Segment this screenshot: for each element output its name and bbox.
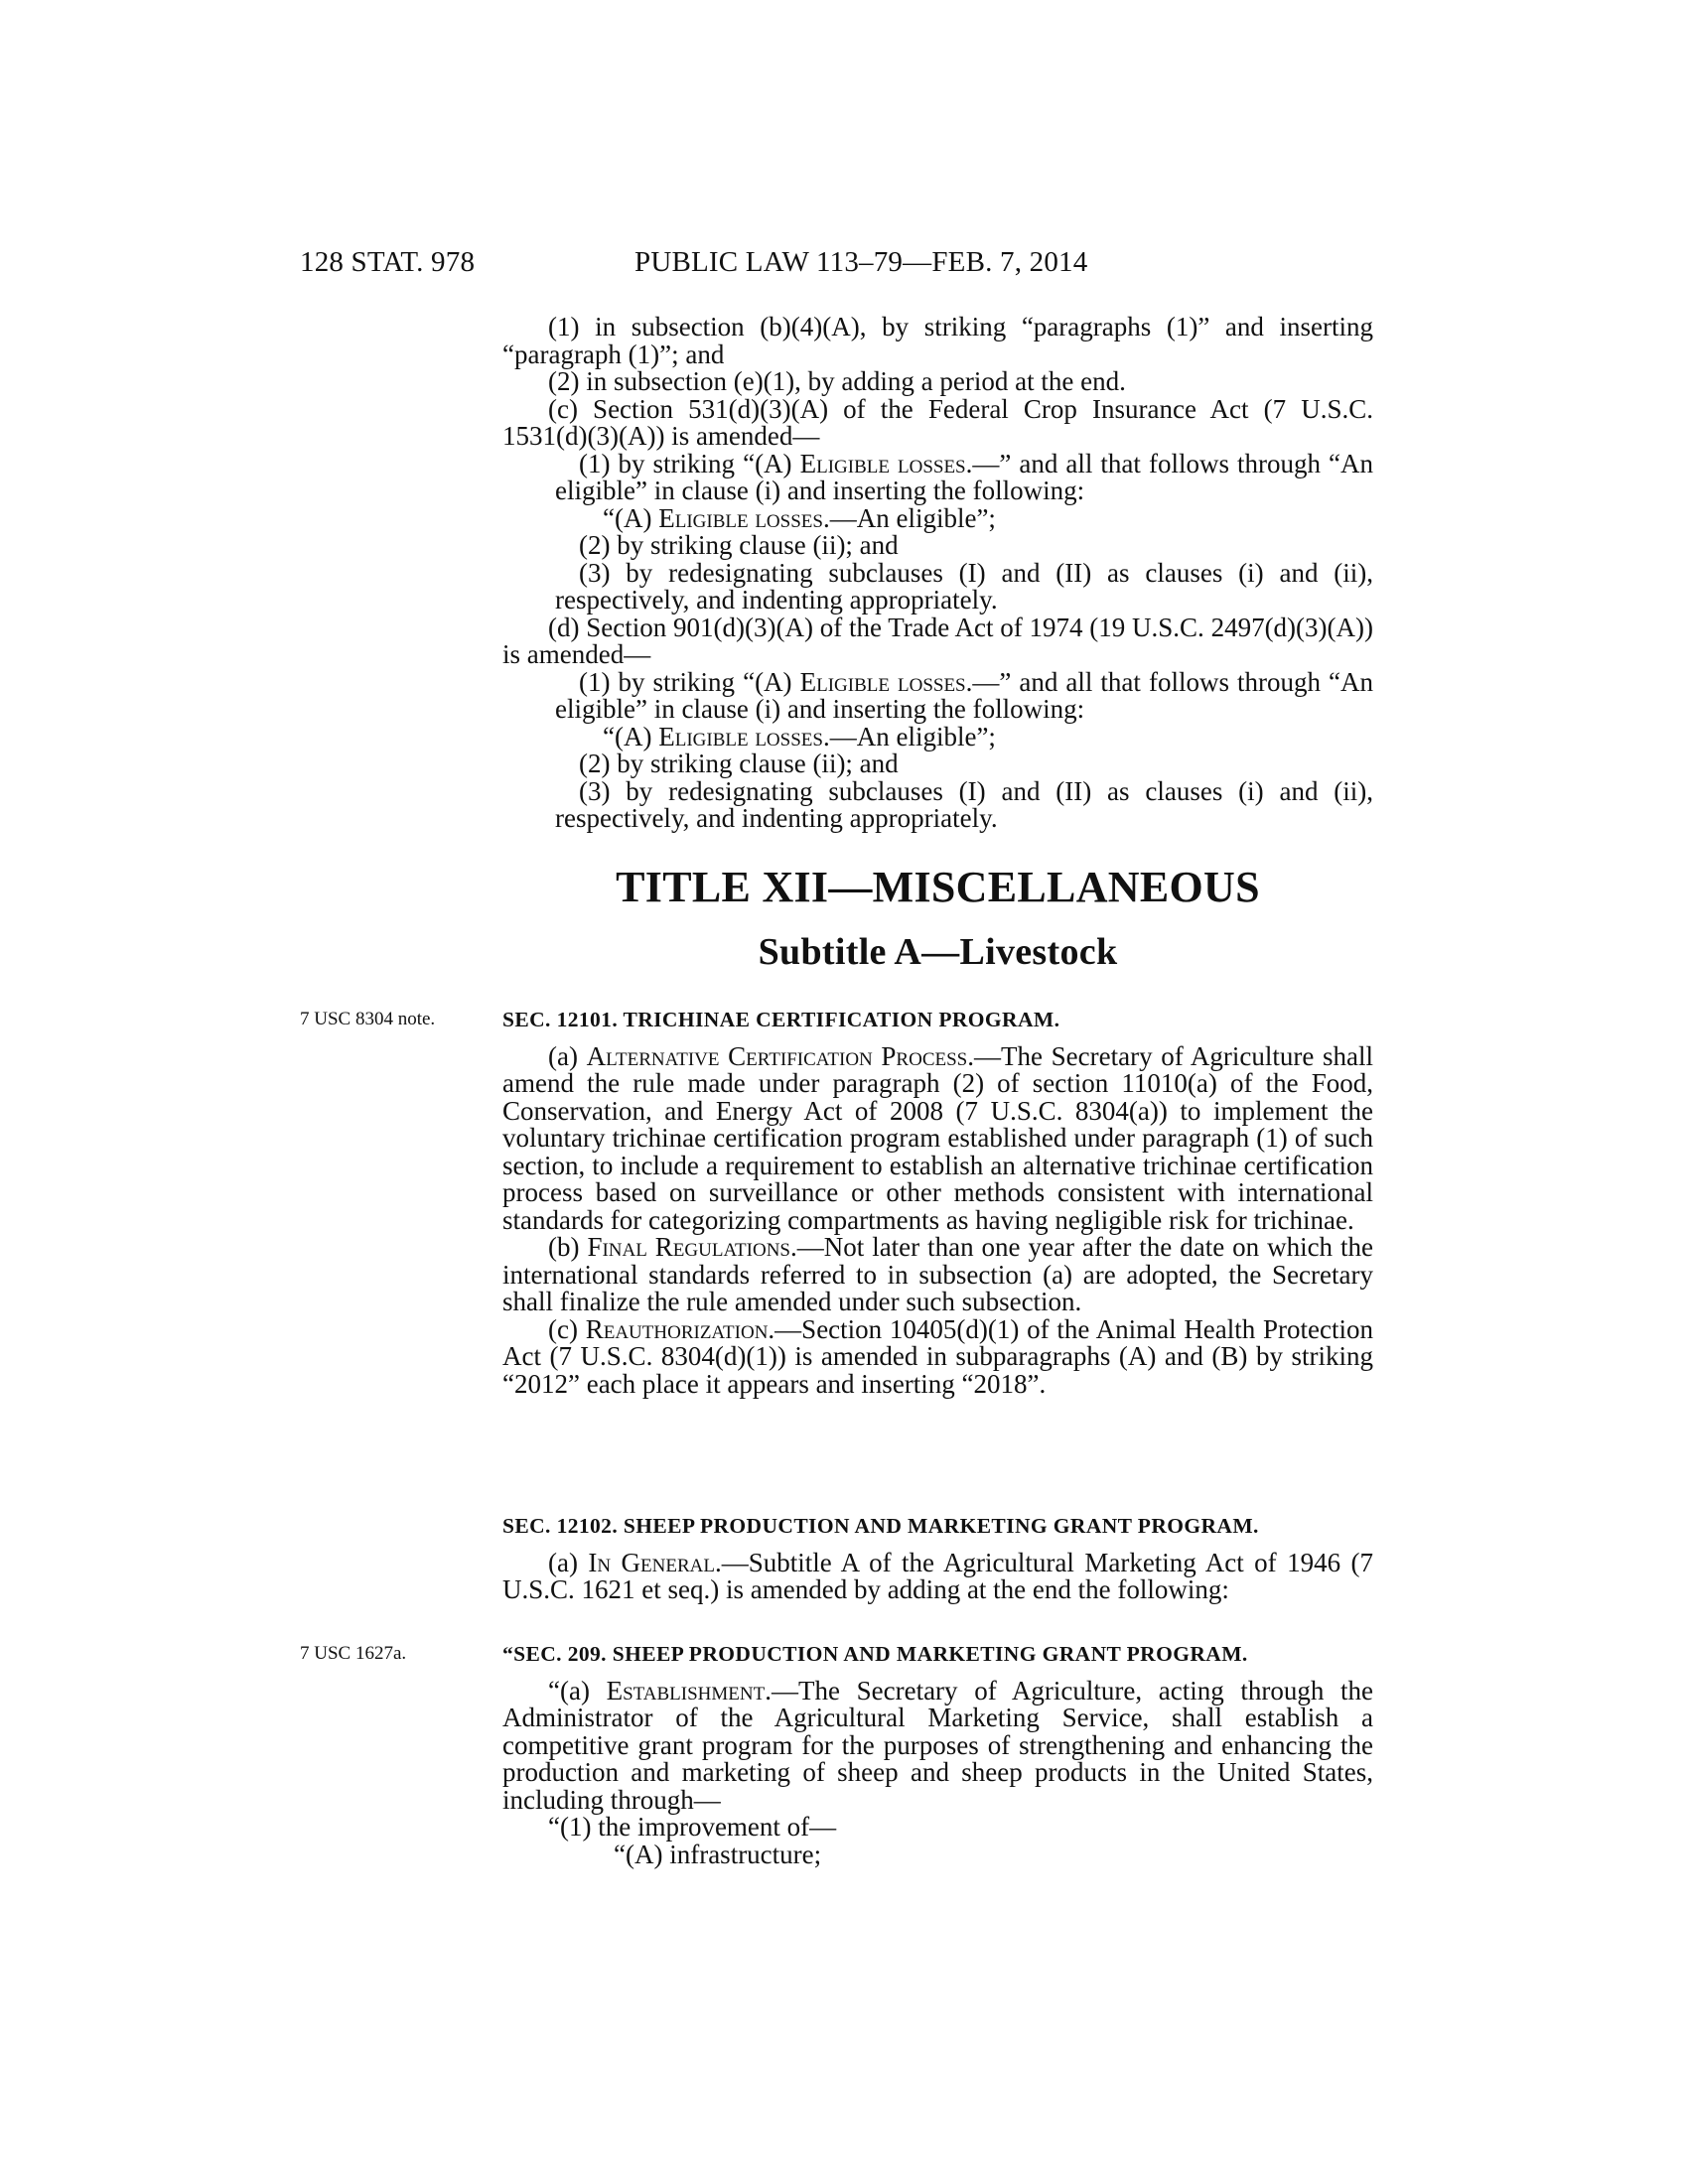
paragraph-b-2: (2) in subsection (e)(1), by adding a period at the end. [548, 366, 1126, 396]
sec-12102-a [502, 1547, 1373, 1604]
text-fragment: (b) [548, 1232, 588, 1262]
subsection-d-3: (3) by redesignating subclauses (I) and (II) as clauses (i) and (ii), respectively, and indenting appropriately. [555, 775, 1373, 833]
section-12102 [502, 1513, 1373, 1604]
text-fragment: (1) by striking “(A) [579, 666, 800, 697]
section-heading-209: “SEC. 209. SHEEP PRODUCTION AND MARKETING GRANT PROGRAM. [502, 1642, 1248, 1666]
text-fragment: (c) [548, 1313, 586, 1344]
subsection-c-3: (3) by redesignating subclauses (I) and (II) as clauses (i) and (ii), respectively, and indenting appropriately. [555, 557, 1373, 614]
title-heading: TITLE XII—MISCELLANEOUS [616, 863, 1260, 911]
text-fragment: “(A) [603, 721, 659, 751]
small-caps-heading: Eligible losses [799, 666, 966, 697]
section-209 [502, 1641, 1373, 1868]
text-fragment: (a) [548, 1040, 587, 1071]
text-fragment: .—” and all that follows through “An eligible” in clause (i) and inserting the following: [555, 448, 1373, 505]
amendments-block [502, 314, 1373, 833]
small-caps-heading: Alternative Certification Process [586, 1040, 968, 1071]
small-caps-heading: In General [588, 1547, 715, 1577]
subsection-d-intro: (d) Section 901(d)(3)(A) of the Trade Act of 1974 (19 U.S.C. 2497(d)(3)(A)) is amended— [502, 612, 1373, 669]
subsection-d-1 [502, 666, 1373, 724]
small-caps-heading: Final Regulations [587, 1232, 790, 1262]
sec-12101-a [502, 1040, 1373, 1235]
section-12101 [502, 1007, 1373, 1398]
text-fragment: .—An eligible”; [822, 502, 996, 533]
text-fragment: .—The Secretary of Agriculture shall amend the rule made under paragraph (2) of section 11010(a) of the Food, Conservation, and Energy Act of 2008 (7 U.S.C. 8304(a)) to implement the voluntary trichinae certification program established under paragraph (1) of such section, to include a requirement to establish an alternative trichinae certification process based on surveillance or other methods consistent with international standards for categorizing compartments as having negligible risk for trichinae. [502, 1040, 1373, 1235]
text-fragment: .—Subtitle A of the Agricultural Marketing Act of 1946 (7 U.S.C. 1621 et seq.) is amended by adding at the end the following: [502, 1547, 1373, 1604]
text-fragment: .—An eligible”; [822, 721, 996, 751]
text-fragment: .—Section 10405(d)(1) of the Animal Health Protection Act (7 U.S.C. 8304(d)(1)) is amended in subparagraphs (A) and (B) by striking “2012” each place it appears and inserting “2018”. [502, 1313, 1374, 1399]
small-caps-heading: Reauthorization [585, 1313, 769, 1344]
section-heading-12101: SEC. 12101. TRICHINAE CERTIFICATION PROGRAM. [502, 1008, 1060, 1031]
subsection-c-intro: (c) Section 531(d)(3)(A) of the Federal Crop Insurance Act (7 U.S.C. 1531(d)(3)(A)) is amended— [502, 393, 1373, 451]
subsection-c-1 [502, 448, 1373, 505]
subsection-d-1-quote [502, 721, 1373, 751]
text-fragment: (a) [548, 1547, 589, 1577]
sec-209-a-1: “(1) the improvement of— [548, 1812, 837, 1842]
text-fragment: .—” and all that follows through “An eligible” in clause (i) and inserting the following: [555, 666, 1373, 724]
text-fragment: “(A) [603, 502, 659, 533]
small-caps-heading: Eligible losses [658, 502, 823, 533]
margin-note-8304: 7 USC 8304 note. [300, 1009, 436, 1029]
section-heading-12102: SEC. 12102. SHEEP PRODUCTION AND MARKETING GRANT PROGRAM. [502, 1514, 1259, 1538]
subsection-c-2: (2) by striking clause (ii); and [579, 530, 899, 560]
sec-209-a-1-A: “(A) infrastructure; [614, 1839, 822, 1869]
subtitle-heading: Subtitle A—Livestock [758, 931, 1118, 973]
text-fragment: .—Not later than one year after the date on which the international standards referred to in subsection (a) are adopted, the Secretary shall finalize the rule amended under such subsection. [502, 1232, 1373, 1316]
subsection-c-1-quote [502, 502, 1373, 533]
sec-12101-b [502, 1234, 1373, 1316]
subsection-d-2: (2) by striking clause (ii); and [579, 749, 899, 778]
stat-page-number: 128 STAT. 978 [300, 246, 476, 278]
public-law-citation: PUBLIC LAW 113–79—FEB. 7, 2014 [634, 246, 1088, 278]
small-caps-heading: Eligible losses [658, 721, 823, 751]
margin-note-1627a: 7 USC 1627a. [300, 1643, 407, 1664]
small-caps-heading: Establishment [606, 1675, 766, 1706]
sec-12101-c [502, 1313, 1374, 1399]
text-fragment: “(a) [548, 1675, 607, 1706]
paragraph-b-1: (1) in subsection (b)(4)(A), by striking “paragraphs (1)” and inserting “paragraph (1)”; and [502, 312, 1373, 369]
text-fragment: (1) by striking “(A) [579, 448, 800, 478]
small-caps-heading: Eligible losses [799, 448, 966, 478]
running-header [300, 246, 1194, 286]
text-fragment: .—The Secretary of Agriculture, acting through the Administrator of the Agricultural Marketing Service, shall establish a competitive grant program for the purposes of strengthening and enhancing the production and marketing of sheep and sheep products in the United States, including through— [502, 1675, 1373, 1815]
sec-209-a [502, 1675, 1373, 1815]
